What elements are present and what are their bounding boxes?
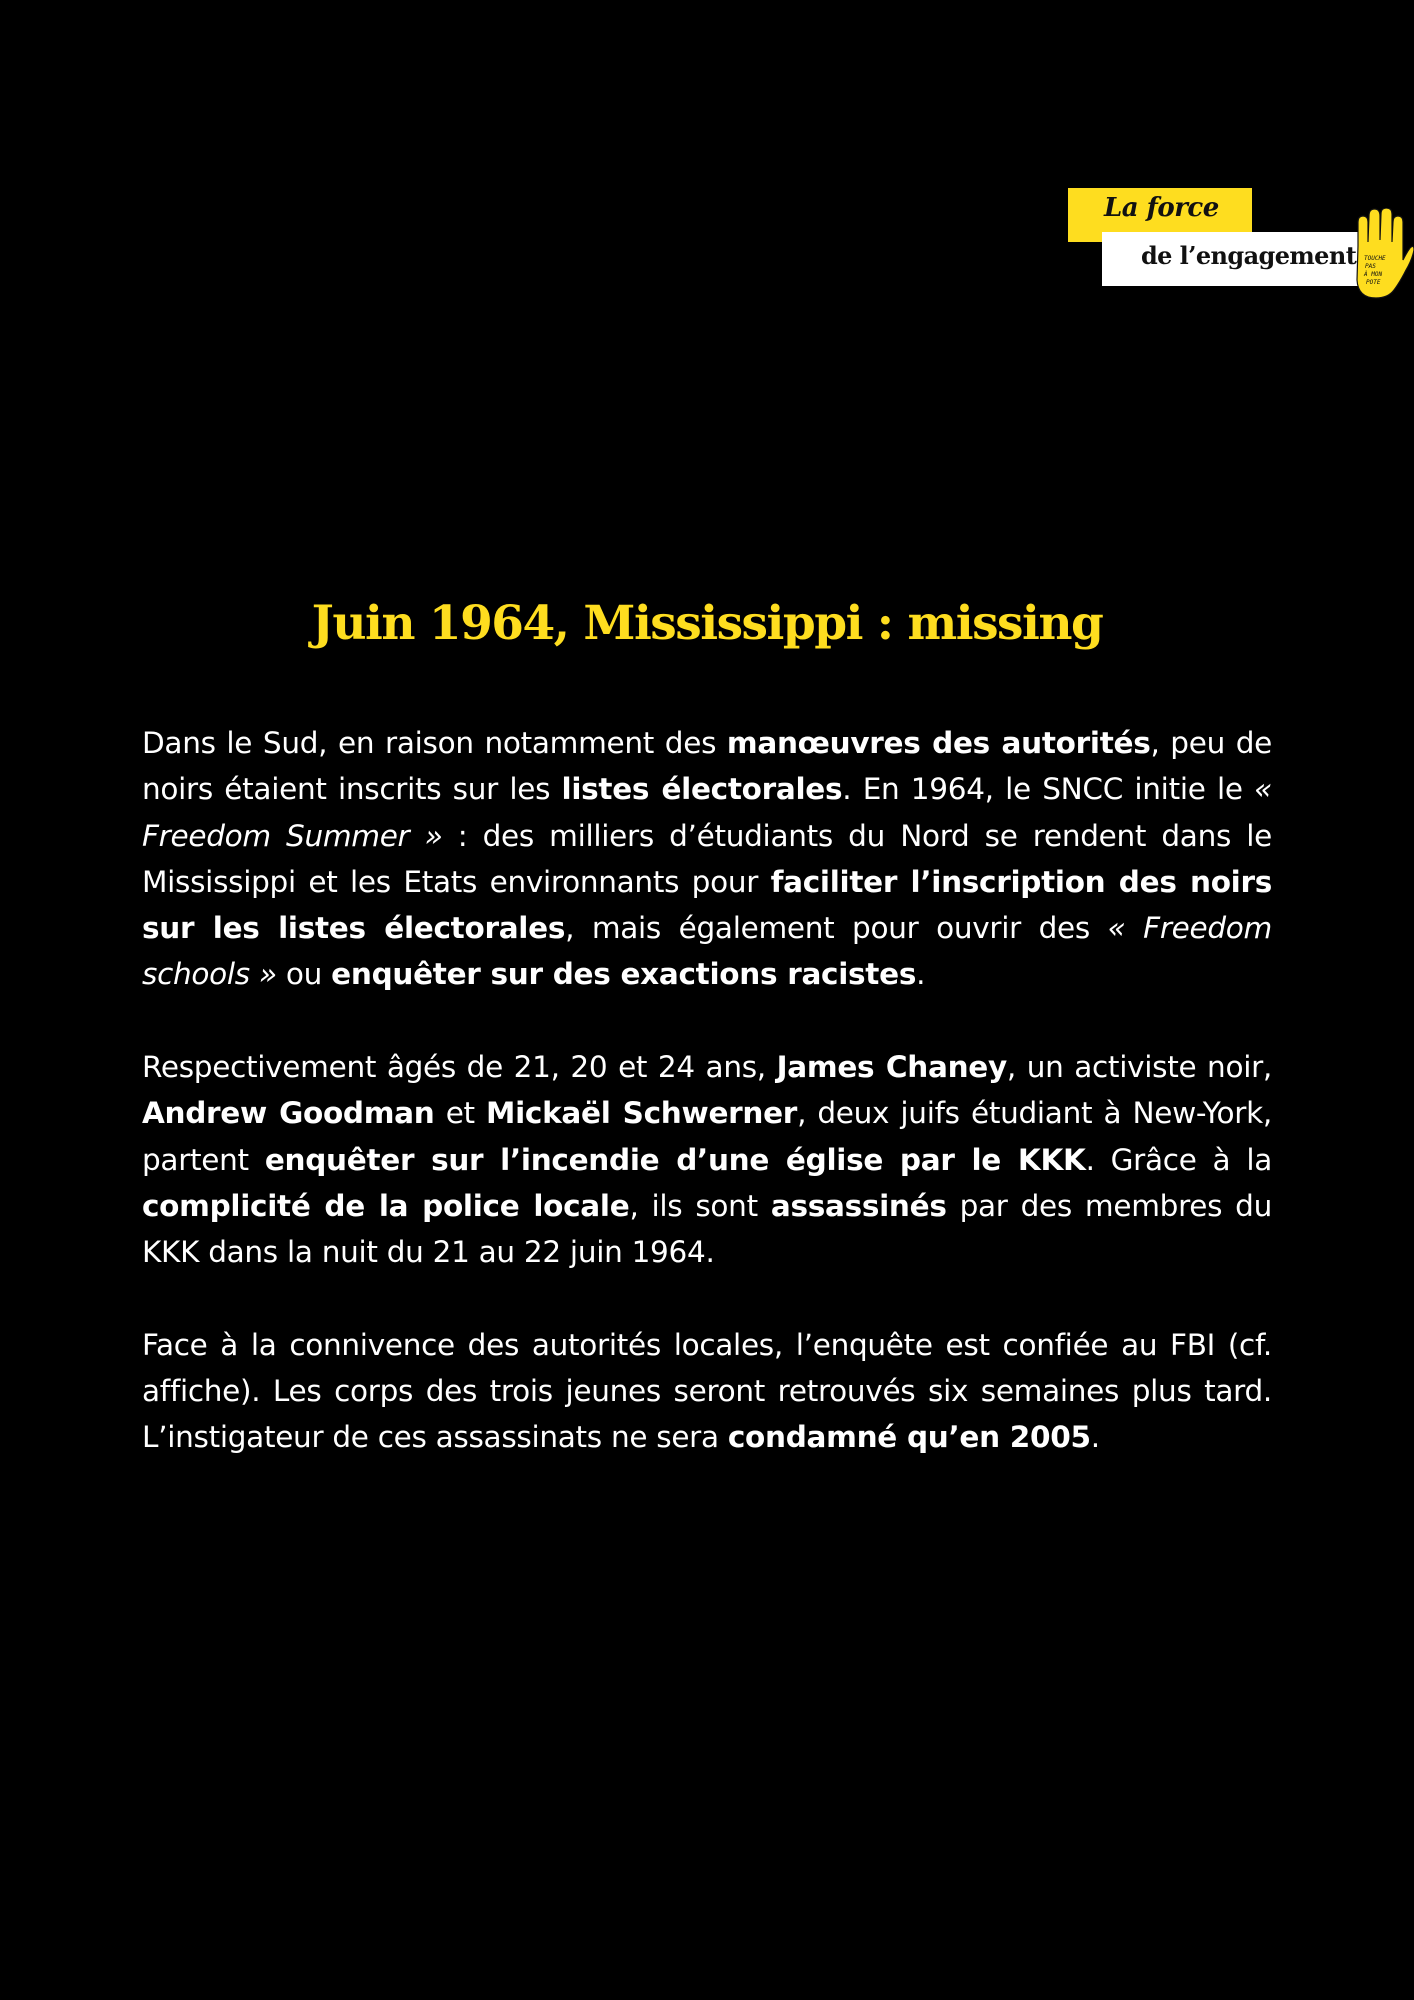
emphasis-text: complicité de la police locale bbox=[142, 1188, 630, 1223]
brand-logo bbox=[0, 0, 1414, 320]
text-run: : des milliers d’étudiants du Nord se rendent dans le Mississippi et les Etats environnants pour bbox=[142, 818, 1272, 899]
text-run: ou bbox=[276, 957, 332, 992]
text-run: Respectivement âgés de 21, 20 et 24 ans, bbox=[142, 1050, 777, 1085]
emphasis-text: enquêter sur des exactions racistes bbox=[331, 957, 917, 992]
italic-text: « Freedom schools » bbox=[142, 911, 1272, 992]
paragraph bbox=[142, 720, 1272, 998]
emphasis-text: Andrew Goodman bbox=[142, 1096, 435, 1131]
svg-text:À MON: À MON bbox=[1364, 271, 1383, 278]
text-run: , ils sont bbox=[629, 1188, 771, 1223]
text-run: . bbox=[1090, 1420, 1100, 1455]
text-run: Dans le Sud, en raison notamment des bbox=[142, 726, 727, 760]
text-run: , un activiste noir, bbox=[1006, 1050, 1273, 1085]
text-run: par des membres du KKK dans la nuit du 21 au 22 juin 1964. bbox=[142, 1188, 1272, 1270]
paragraph bbox=[142, 1044, 1272, 1275]
emphasis-text: Mickaël Schwerner bbox=[486, 1096, 798, 1131]
emphasis-text: listes électorales bbox=[561, 772, 843, 807]
logo-line-2: de l’engagement bbox=[1141, 241, 1357, 270]
hand-icon bbox=[1350, 208, 1414, 300]
svg-text:PAS: PAS bbox=[1365, 263, 1376, 270]
text-run: . bbox=[916, 957, 926, 992]
text-run: , deux juifs étudiant à New-York, partent bbox=[142, 1096, 1272, 1177]
emphasis-text: enquêter sur l’incendie d’une église par le KKK bbox=[264, 1142, 1086, 1177]
text-run: , peu de noirs étaient inscrits sur les bbox=[142, 726, 1273, 807]
emphasis-text: manœuvres des autorités bbox=[726, 726, 1151, 760]
page-title: Juin 1964, Mississippi : missing bbox=[311, 596, 1103, 651]
svg-text:POTE: POTE bbox=[1366, 279, 1381, 286]
emphasis-text: James Chaney bbox=[776, 1050, 1007, 1085]
text-run: et bbox=[434, 1096, 487, 1131]
text-run: . Grâce à la bbox=[1085, 1142, 1272, 1177]
logo-line-1: La force bbox=[1104, 193, 1219, 223]
logo-tag-white bbox=[1102, 232, 1358, 286]
emphasis-text: condamné qu’en 2005 bbox=[727, 1420, 1091, 1455]
svg-text:TOUCHE: TOUCHE bbox=[1364, 255, 1386, 262]
emphasis-text: faciliter l’inscription des noirs sur les listes électorales bbox=[142, 864, 1272, 946]
paragraph bbox=[142, 1322, 1272, 1461]
body-text bbox=[142, 720, 1272, 1507]
emphasis-text: assassinés bbox=[770, 1188, 947, 1223]
text-run: Face à la connivence des autorités locales, l’enquête est confiée au FBI (cf. affiche). Les corps des trois jeunes seront retrouvés six semaines plus tard. L’instigateur de ces assassinats ne sera bbox=[142, 1327, 1272, 1455]
italic-text: « Freedom Summer » bbox=[142, 772, 1272, 853]
text-run: , mais également pour ouvrir des bbox=[565, 911, 1108, 946]
text-run: . En 1964, le SNCC initie le bbox=[842, 772, 1255, 807]
